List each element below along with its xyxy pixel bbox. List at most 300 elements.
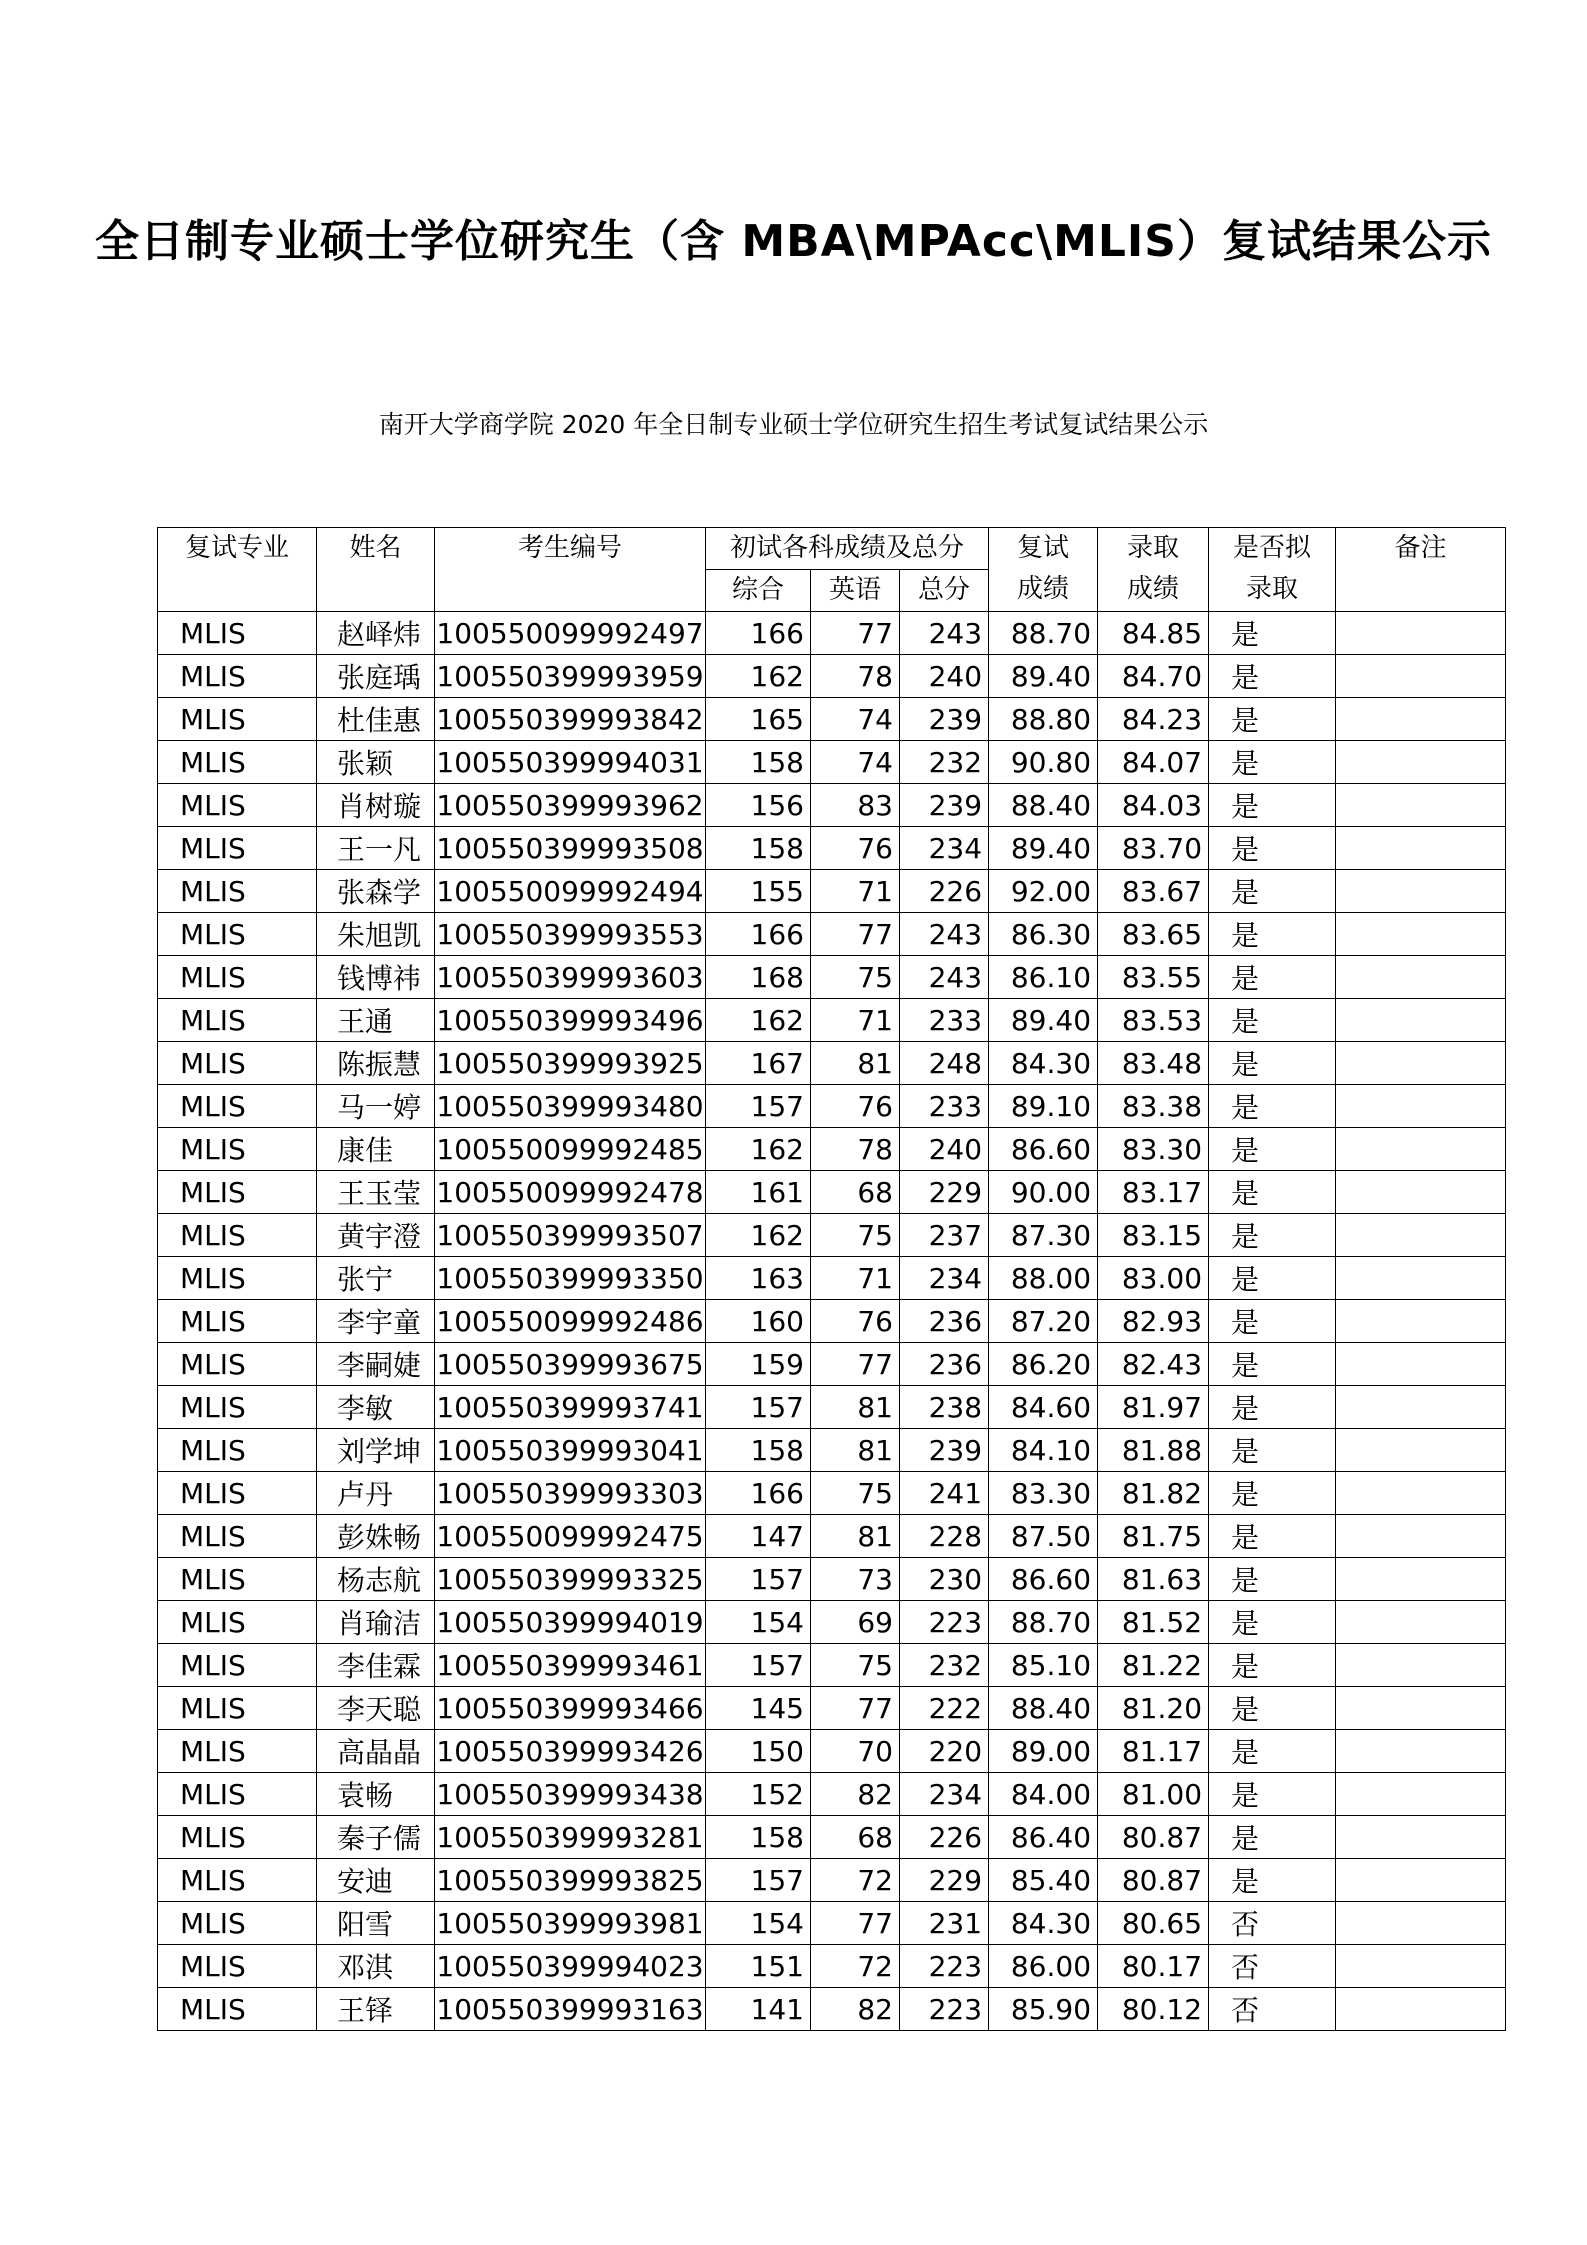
cell-admitted: 是 [1209, 1687, 1336, 1730]
cell-retest: 87.50 [989, 1515, 1098, 1558]
cell-total: 231 [900, 1902, 989, 1945]
cell-english: 72 [811, 1859, 900, 1902]
cell-name: 张宁 [317, 1257, 435, 1300]
cell-admit-score: 81.82 [1098, 1472, 1209, 1515]
cell-major: MLIS [158, 1343, 317, 1386]
cell-exam-id: 100550399993163 [435, 1988, 706, 2031]
cell-name: 李敏 [317, 1386, 435, 1429]
cell-retest: 83.30 [989, 1472, 1098, 1515]
table-row [158, 1042, 1506, 1085]
cell-admit-score: 81.00 [1098, 1773, 1209, 1816]
header-admit-score [1098, 528, 1209, 612]
cell-admitted: 是 [1209, 612, 1336, 655]
cell-admitted: 是 [1209, 870, 1336, 913]
cell-name: 安迪 [317, 1859, 435, 1902]
cell-name: 陈振慧 [317, 1042, 435, 1085]
cell-admit-score: 81.88 [1098, 1429, 1209, 1472]
table-row [158, 1687, 1506, 1730]
cell-total: 239 [900, 698, 989, 741]
cell-major: MLIS [158, 913, 317, 956]
cell-english: 77 [811, 913, 900, 956]
cell-english: 73 [811, 1558, 900, 1601]
results-table [157, 527, 1506, 2031]
cell-total: 228 [900, 1515, 989, 1558]
cell-comprehensive: 166 [706, 1472, 811, 1515]
cell-english: 83 [811, 784, 900, 827]
cell-admitted: 是 [1209, 1214, 1336, 1257]
cell-total: 243 [900, 612, 989, 655]
cell-note [1336, 1730, 1506, 1773]
table-row [158, 1558, 1506, 1601]
table-row [158, 1300, 1506, 1343]
cell-major: MLIS [158, 827, 317, 870]
cell-exam-id: 100550399993981 [435, 1902, 706, 1945]
cell-name: 黄宇澄 [317, 1214, 435, 1257]
cell-comprehensive: 157 [706, 1644, 811, 1687]
cell-note [1336, 741, 1506, 784]
table-row [158, 784, 1506, 827]
header-english: 英语 [811, 570, 900, 612]
cell-admitted: 否 [1209, 1902, 1336, 1945]
table-row [158, 1730, 1506, 1773]
cell-comprehensive: 162 [706, 655, 811, 698]
cell-note [1336, 1429, 1506, 1472]
cell-major: MLIS [158, 999, 317, 1042]
cell-total: 236 [900, 1343, 989, 1386]
cell-retest: 89.00 [989, 1730, 1098, 1773]
cell-name: 李天聪 [317, 1687, 435, 1730]
cell-admit-score: 84.85 [1098, 612, 1209, 655]
table-row [158, 1644, 1506, 1687]
cell-note [1336, 1902, 1506, 1945]
cell-exam-id: 100550399993741 [435, 1386, 706, 1429]
table-row [158, 741, 1506, 784]
cell-admitted: 是 [1209, 1085, 1336, 1128]
cell-exam-id: 100550099992497 [435, 612, 706, 655]
cell-note [1336, 1558, 1506, 1601]
cell-name: 杨志航 [317, 1558, 435, 1601]
cell-admit-score: 83.00 [1098, 1257, 1209, 1300]
cell-admit-score: 81.22 [1098, 1644, 1209, 1687]
table-body [158, 612, 1506, 2031]
cell-total: 240 [900, 1128, 989, 1171]
cell-total: 223 [900, 1988, 989, 2031]
cell-comprehensive: 145 [706, 1687, 811, 1730]
cell-retest: 89.40 [989, 655, 1098, 698]
cell-name: 肖瑜洁 [317, 1601, 435, 1644]
table-row [158, 1988, 1506, 2031]
cell-major: MLIS [158, 1601, 317, 1644]
table-row [158, 956, 1506, 999]
table-row [158, 1085, 1506, 1128]
cell-major: MLIS [158, 1902, 317, 1945]
cell-english: 68 [811, 1171, 900, 1214]
cell-retest: 84.10 [989, 1429, 1098, 1472]
cell-comprehensive: 155 [706, 870, 811, 913]
cell-admitted: 是 [1209, 1343, 1336, 1386]
cell-major: MLIS [158, 1859, 317, 1902]
cell-total: 236 [900, 1300, 989, 1343]
cell-note [1336, 1300, 1506, 1343]
cell-total: 238 [900, 1386, 989, 1429]
cell-admit-score: 83.70 [1098, 827, 1209, 870]
table-row [158, 1816, 1506, 1859]
cell-retest: 89.10 [989, 1085, 1098, 1128]
cell-english: 77 [811, 1687, 900, 1730]
cell-name: 康佳 [317, 1128, 435, 1171]
cell-note [1336, 1601, 1506, 1644]
cell-admit-score: 83.67 [1098, 870, 1209, 913]
cell-exam-id: 100550399993466 [435, 1687, 706, 1730]
cell-comprehensive: 168 [706, 956, 811, 999]
table-header [158, 528, 1506, 612]
cell-admit-score: 83.30 [1098, 1128, 1209, 1171]
cell-english: 71 [811, 870, 900, 913]
cell-retest: 88.80 [989, 698, 1098, 741]
cell-note [1336, 1945, 1506, 1988]
cell-retest: 85.10 [989, 1644, 1098, 1687]
table-row [158, 999, 1506, 1042]
cell-admitted: 是 [1209, 1816, 1336, 1859]
cell-total: 223 [900, 1601, 989, 1644]
table-row [158, 1386, 1506, 1429]
cell-exam-id: 100550399993325 [435, 1558, 706, 1601]
cell-retest: 88.40 [989, 1687, 1098, 1730]
cell-english: 72 [811, 1945, 900, 1988]
cell-note [1336, 870, 1506, 913]
cell-admit-score: 82.43 [1098, 1343, 1209, 1386]
cell-exam-id: 100550399994031 [435, 741, 706, 784]
cell-exam-id: 100550399993496 [435, 999, 706, 1042]
cell-admitted: 是 [1209, 1042, 1336, 1085]
cell-admit-score: 83.48 [1098, 1042, 1209, 1085]
cell-english: 82 [811, 1773, 900, 1816]
cell-comprehensive: 157 [706, 1386, 811, 1429]
header-admit-score-line1: 录取 [1127, 533, 1180, 563]
cell-major: MLIS [158, 1644, 317, 1687]
cell-note [1336, 1343, 1506, 1386]
cell-exam-id: 100550399993959 [435, 655, 706, 698]
cell-note [1336, 827, 1506, 870]
cell-admit-score: 81.20 [1098, 1687, 1209, 1730]
cell-english: 75 [811, 1472, 900, 1515]
cell-english: 74 [811, 741, 900, 784]
cell-english: 75 [811, 1214, 900, 1257]
table-row [158, 913, 1506, 956]
cell-name: 张森学 [317, 870, 435, 913]
cell-retest: 85.40 [989, 1859, 1098, 1902]
cell-admitted: 是 [1209, 741, 1336, 784]
cell-major: MLIS [158, 1515, 317, 1558]
cell-admitted: 否 [1209, 1988, 1336, 2031]
cell-comprehensive: 154 [706, 1601, 811, 1644]
cell-admitted: 是 [1209, 1773, 1336, 1816]
cell-retest: 87.30 [989, 1214, 1098, 1257]
cell-note [1336, 1042, 1506, 1085]
cell-admit-score: 80.87 [1098, 1859, 1209, 1902]
cell-retest: 84.30 [989, 1042, 1098, 1085]
cell-admit-score: 82.93 [1098, 1300, 1209, 1343]
cell-exam-id: 100550399993842 [435, 698, 706, 741]
cell-comprehensive: 147 [706, 1515, 811, 1558]
cell-exam-id: 100550099992478 [435, 1171, 706, 1214]
cell-comprehensive: 152 [706, 1773, 811, 1816]
cell-total: 222 [900, 1687, 989, 1730]
cell-name: 马一婷 [317, 1085, 435, 1128]
cell-major: MLIS [158, 1300, 317, 1343]
cell-comprehensive: 161 [706, 1171, 811, 1214]
cell-admit-score: 83.65 [1098, 913, 1209, 956]
cell-total: 243 [900, 956, 989, 999]
cell-major: MLIS [158, 1730, 317, 1773]
cell-english: 71 [811, 999, 900, 1042]
cell-major: MLIS [158, 1687, 317, 1730]
cell-retest: 88.70 [989, 612, 1098, 655]
cell-english: 77 [811, 1343, 900, 1386]
cell-retest: 85.90 [989, 1988, 1098, 2031]
table-row [158, 827, 1506, 870]
cell-comprehensive: 158 [706, 741, 811, 784]
header-admitted-line1: 是否拟 [1233, 533, 1312, 563]
cell-name: 王铎 [317, 1988, 435, 2031]
cell-retest: 84.60 [989, 1386, 1098, 1429]
table-row [158, 1128, 1506, 1171]
cell-admitted: 是 [1209, 913, 1336, 956]
cell-admit-score: 81.52 [1098, 1601, 1209, 1644]
cell-english: 78 [811, 1128, 900, 1171]
cell-major: MLIS [158, 1085, 317, 1128]
cell-retest: 86.00 [989, 1945, 1098, 1988]
cell-name: 赵峄炜 [317, 612, 435, 655]
page-subtitle: 南开大学商学院 2020 年全日制专业硕士学位研究生招生考试复试结果公示 [378, 410, 1209, 439]
cell-english: 68 [811, 1816, 900, 1859]
cell-total: 232 [900, 1644, 989, 1687]
cell-major: MLIS [158, 1429, 317, 1472]
table-row [158, 1902, 1506, 1945]
cell-name: 阳雪 [317, 1902, 435, 1945]
cell-comprehensive: 165 [706, 698, 811, 741]
cell-english: 76 [811, 1085, 900, 1128]
cell-admit-score: 80.12 [1098, 1988, 1209, 2031]
cell-major: MLIS [158, 1128, 317, 1171]
cell-retest: 86.40 [989, 1816, 1098, 1859]
cell-comprehensive: 163 [706, 1257, 811, 1300]
header-comprehensive: 综合 [706, 570, 811, 612]
cell-total: 226 [900, 1816, 989, 1859]
table-row [158, 1214, 1506, 1257]
cell-english: 69 [811, 1601, 900, 1644]
cell-major: MLIS [158, 698, 317, 741]
cell-retest: 86.20 [989, 1343, 1098, 1386]
cell-admitted: 是 [1209, 698, 1336, 741]
cell-comprehensive: 141 [706, 1988, 811, 2031]
cell-name: 李嗣婕 [317, 1343, 435, 1386]
cell-name: 彭姝畅 [317, 1515, 435, 1558]
cell-major: MLIS [158, 870, 317, 913]
cell-admit-score: 84.23 [1098, 698, 1209, 741]
cell-admitted: 是 [1209, 1472, 1336, 1515]
cell-english: 76 [811, 1300, 900, 1343]
cell-total: 232 [900, 741, 989, 784]
cell-english: 76 [811, 827, 900, 870]
header-prelim-group: 初试各科成绩及总分 [706, 528, 989, 570]
table-row [158, 1601, 1506, 1644]
cell-exam-id: 100550399993825 [435, 1859, 706, 1902]
cell-name: 高晶晶 [317, 1730, 435, 1773]
cell-english: 77 [811, 612, 900, 655]
cell-name: 秦子儒 [317, 1816, 435, 1859]
cell-comprehensive: 158 [706, 1429, 811, 1472]
cell-exam-id: 100550399993041 [435, 1429, 706, 1472]
cell-total: 230 [900, 1558, 989, 1601]
cell-exam-id: 100550399993508 [435, 827, 706, 870]
cell-retest: 84.30 [989, 1902, 1098, 1945]
cell-comprehensive: 166 [706, 612, 811, 655]
cell-major: MLIS [158, 612, 317, 655]
cell-english: 70 [811, 1730, 900, 1773]
cell-total: 220 [900, 1730, 989, 1773]
table-row [158, 698, 1506, 741]
table-row [158, 1773, 1506, 1816]
cell-name: 杜佳惠 [317, 698, 435, 741]
table-row [158, 1945, 1506, 1988]
cell-note [1336, 698, 1506, 741]
table-row [158, 612, 1506, 655]
table-row [158, 1343, 1506, 1386]
cell-major: MLIS [158, 1257, 317, 1300]
cell-exam-id: 100550399993507 [435, 1214, 706, 1257]
cell-admitted: 否 [1209, 1945, 1336, 1988]
cell-admit-score: 83.53 [1098, 999, 1209, 1042]
cell-admitted: 是 [1209, 655, 1336, 698]
cell-comprehensive: 151 [706, 1945, 811, 1988]
cell-major: MLIS [158, 1773, 317, 1816]
cell-english: 75 [811, 956, 900, 999]
cell-retest: 89.40 [989, 999, 1098, 1042]
cell-major: MLIS [158, 1988, 317, 2031]
cell-note [1336, 1472, 1506, 1515]
cell-exam-id: 100550399993350 [435, 1257, 706, 1300]
cell-name: 钱博祎 [317, 956, 435, 999]
cell-admit-score: 83.55 [1098, 956, 1209, 999]
cell-english: 81 [811, 1042, 900, 1085]
cell-major: MLIS [158, 1386, 317, 1429]
cell-exam-id: 100550399993675 [435, 1343, 706, 1386]
cell-admit-score: 83.17 [1098, 1171, 1209, 1214]
header-note: 备注 [1336, 528, 1506, 612]
cell-exam-id: 100550099992475 [435, 1515, 706, 1558]
cell-total: 237 [900, 1214, 989, 1257]
cell-total: 233 [900, 1085, 989, 1128]
cell-admitted: 是 [1209, 1429, 1336, 1472]
cell-admitted: 是 [1209, 999, 1336, 1042]
cell-admitted: 是 [1209, 827, 1336, 870]
cell-total: 248 [900, 1042, 989, 1085]
cell-retest: 92.00 [989, 870, 1098, 913]
cell-note [1336, 1644, 1506, 1687]
cell-note [1336, 655, 1506, 698]
cell-exam-id: 100550399993303 [435, 1472, 706, 1515]
cell-total: 229 [900, 1171, 989, 1214]
page-title: 全日制专业硕士学位研究生（含 MBA\MPAcc\MLIS）复试结果公示 [95, 216, 1492, 267]
cell-name: 卢丹 [317, 1472, 435, 1515]
table-row [158, 1859, 1506, 1902]
cell-name: 袁畅 [317, 1773, 435, 1816]
cell-note [1336, 1515, 1506, 1558]
cell-total: 241 [900, 1472, 989, 1515]
cell-major: MLIS [158, 741, 317, 784]
cell-exam-id: 100550099992494 [435, 870, 706, 913]
cell-total: 234 [900, 1773, 989, 1816]
cell-admitted: 是 [1209, 1644, 1336, 1687]
cell-note [1336, 1988, 1506, 2031]
cell-comprehensive: 156 [706, 784, 811, 827]
cell-note [1336, 1859, 1506, 1902]
cell-major: MLIS [158, 1042, 317, 1085]
cell-admit-score: 80.65 [1098, 1902, 1209, 1945]
cell-admit-score: 83.38 [1098, 1085, 1209, 1128]
cell-major: MLIS [158, 784, 317, 827]
cell-name: 朱旭凯 [317, 913, 435, 956]
cell-admit-score: 81.63 [1098, 1558, 1209, 1601]
cell-exam-id: 100550399993603 [435, 956, 706, 999]
cell-comprehensive: 167 [706, 1042, 811, 1085]
header-retest [989, 528, 1098, 612]
cell-note [1336, 1085, 1506, 1128]
cell-exam-id: 100550099992485 [435, 1128, 706, 1171]
cell-retest: 86.60 [989, 1558, 1098, 1601]
cell-comprehensive: 162 [706, 1214, 811, 1257]
cell-exam-id: 100550399993461 [435, 1644, 706, 1687]
cell-english: 81 [811, 1429, 900, 1472]
header-name: 姓名 [317, 528, 435, 612]
cell-admitted: 是 [1209, 1171, 1336, 1214]
cell-admit-score: 80.17 [1098, 1945, 1209, 1988]
cell-comprehensive: 160 [706, 1300, 811, 1343]
cell-total: 229 [900, 1859, 989, 1902]
cell-major: MLIS [158, 1945, 317, 1988]
cell-total: 234 [900, 1257, 989, 1300]
cell-note [1336, 1687, 1506, 1730]
cell-english: 81 [811, 1386, 900, 1429]
cell-retest: 86.30 [989, 913, 1098, 956]
cell-name: 李佳霖 [317, 1644, 435, 1687]
cell-admitted: 是 [1209, 1859, 1336, 1902]
cell-note [1336, 1257, 1506, 1300]
cell-comprehensive: 162 [706, 999, 811, 1042]
cell-exam-id: 100550399993480 [435, 1085, 706, 1128]
cell-total: 233 [900, 999, 989, 1042]
cell-english: 71 [811, 1257, 900, 1300]
cell-major: MLIS [158, 1816, 317, 1859]
table-row [158, 1429, 1506, 1472]
table-row [158, 655, 1506, 698]
cell-major: MLIS [158, 1472, 317, 1515]
cell-exam-id: 100550399994019 [435, 1601, 706, 1644]
table-row [158, 1472, 1506, 1515]
header-retest-line2: 成绩 [1017, 574, 1070, 604]
table-row [158, 1171, 1506, 1214]
cell-admit-score: 81.97 [1098, 1386, 1209, 1429]
cell-total: 243 [900, 913, 989, 956]
cell-note [1336, 999, 1506, 1042]
cell-admitted: 是 [1209, 1601, 1336, 1644]
cell-comprehensive: 150 [706, 1730, 811, 1773]
cell-english: 74 [811, 698, 900, 741]
cell-name: 张庭瑀 [317, 655, 435, 698]
cell-comprehensive: 158 [706, 827, 811, 870]
cell-exam-id: 100550399993438 [435, 1773, 706, 1816]
